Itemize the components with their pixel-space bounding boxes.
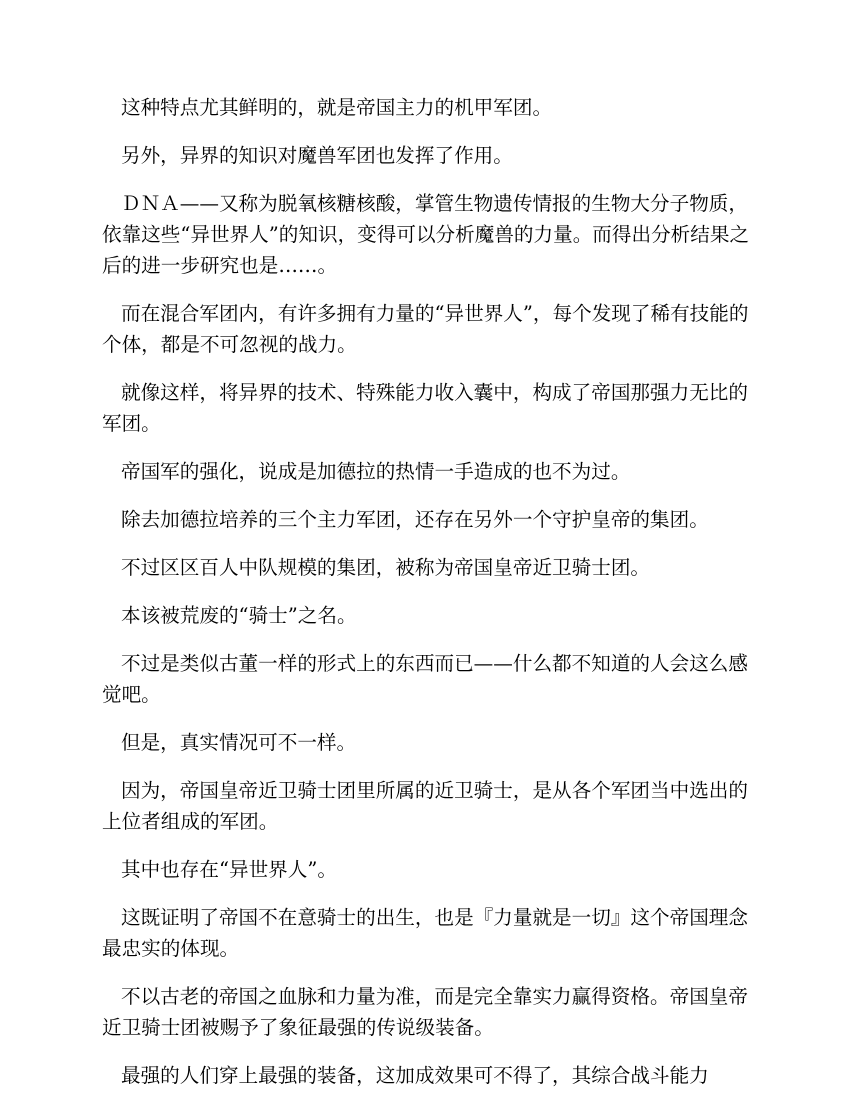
paragraph: 而在混合军团内，有许多拥有力量的“异世界人”，每个发现了稀有技能的个体，都是不可忽视的战力。 — [102, 302, 749, 356]
paragraph: 这种特点尤其鲜明的，就是帝国主力的机甲军团。 — [121, 96, 553, 119]
paragraph: ＤＮＡ——又称为脱氧核糖核酸，掌管生物遗传情报的生物大分子物质，依靠这些“异世界人”的知识，变得可以分析魔兽的力量。而得出分析结果之后的进一步研究也是……。 — [102, 192, 750, 277]
paragraph: 其中也存在“异世界人”。 — [121, 858, 337, 881]
paragraph: 但是，真实情况可不一样。 — [121, 731, 357, 754]
paragraph: 本该被荒废的“骑士”之名。 — [121, 604, 357, 627]
paragraph: 这既证明了帝国不在意骑士的出生，也是『力量就是一切』这个帝国理念最忠实的体现。 — [102, 906, 748, 960]
paragraph: 不过区区百人中队规模的集团，被称为帝国皇帝近卫骑士团。 — [121, 556, 651, 579]
paragraph: 就像这样，将异界的技术、特殊能力收入囊中，构成了帝国那强力无比的军团。 — [102, 381, 748, 435]
paragraph: 另外，异界的知识对魔兽军团也发挥了作用。 — [121, 144, 513, 167]
paragraph: 最强的人们穿上最强的装备，这加成效果可不得了，其综合战斗能力 — [121, 1064, 709, 1087]
paragraph: 因为，帝国皇帝近卫骑士团里所属的近卫骑士，是从各个军团当中选出的上位者组成的军团。 — [102, 779, 748, 833]
paragraph: 不以古老的帝国之血脉和力量为准，而是完全靠实力赢得资格。帝国皇帝近卫骑士团被赐予了象征最强的传说级装备。 — [102, 985, 748, 1039]
paragraph: 帝国军的强化，说成是加德拉的热情一手造成的也不为过。 — [121, 460, 631, 483]
paragraph: 不过是类似古董一样的形式上的东西而已——什么都不知道的人会这么感觉吧。 — [102, 652, 748, 706]
paragraph: 除去加德拉培养的三个主力军团，还存在另外一个守护皇帝的集团。 — [121, 508, 709, 531]
